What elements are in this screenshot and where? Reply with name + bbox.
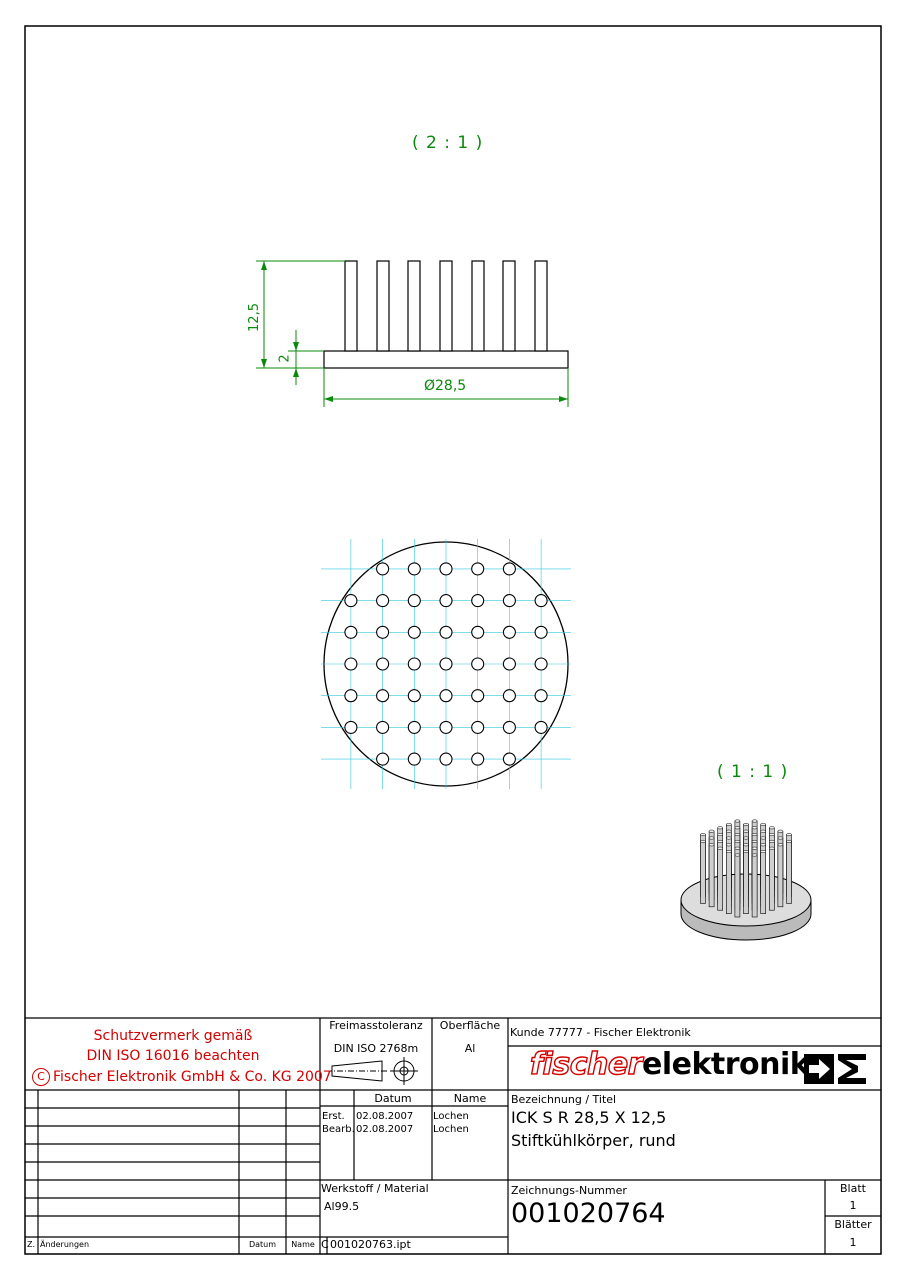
pin-hole <box>345 721 357 733</box>
iso-pin <box>752 855 757 917</box>
iso-pin <box>761 852 766 914</box>
pin-hole <box>503 721 515 733</box>
pin <box>345 261 357 351</box>
pin-hole <box>408 753 420 765</box>
pin-hole <box>440 721 452 733</box>
pin-hole <box>377 658 389 670</box>
iso-pin <box>701 841 706 903</box>
iso-pin-top <box>761 850 766 852</box>
iso-pin-top <box>752 847 757 849</box>
iso-pin-top <box>735 827 740 829</box>
pin-hole <box>535 721 547 733</box>
top-view <box>321 539 571 789</box>
pin-hole <box>535 658 547 670</box>
iso-pin-top <box>718 847 723 849</box>
iso-pin-top <box>701 840 706 842</box>
drawing-number-label: Zeichnungs-Nummer <box>511 1184 627 1197</box>
bearb-name: Lochen <box>433 1124 469 1135</box>
bearb-label: Bearb. <box>322 1124 355 1135</box>
material-value: Al99.5 <box>324 1200 360 1213</box>
iso-pin-top <box>726 823 731 825</box>
sheets-total-label: Blätter <box>834 1218 872 1231</box>
pin-hole <box>345 658 357 670</box>
iso-pin-top <box>744 850 749 852</box>
iso-pin-top <box>769 833 774 835</box>
iso-pin-top <box>761 837 766 839</box>
iso-pin-top <box>726 844 731 846</box>
iso-pin-top <box>701 833 706 835</box>
iso-pin-top <box>761 823 766 825</box>
iso-pin <box>744 852 749 914</box>
iso-pin <box>718 848 723 910</box>
file-prefix: C <box>321 1238 329 1251</box>
iso-pin <box>709 845 714 907</box>
title-line-1: ICK S R 28,5 X 12,5 <box>511 1108 667 1127</box>
pin-hole <box>377 721 389 733</box>
pin <box>408 261 420 351</box>
revision-changes: Änderungen <box>40 1240 90 1249</box>
iso-pin-top <box>787 840 792 842</box>
iso-pin-top <box>744 844 749 846</box>
date-header: Datum <box>374 1092 412 1105</box>
pin-grid <box>321 539 571 789</box>
iso-pin-top <box>718 833 723 835</box>
logo-arrow-icon <box>804 1054 866 1084</box>
material-label: Werkstoff / Material <box>321 1182 429 1195</box>
pin-hole <box>503 690 515 702</box>
pin <box>377 261 389 351</box>
iso-pin-top <box>761 844 766 846</box>
pin <box>440 261 452 351</box>
file-name: 001020763.ipt <box>330 1238 411 1251</box>
iso-pin-top <box>726 837 731 839</box>
iso-pin-top <box>752 854 757 856</box>
iso-pin-top <box>735 847 740 849</box>
pin-hole <box>472 721 484 733</box>
pin-hole <box>503 753 515 765</box>
iso-pin <box>735 855 740 917</box>
pin-hole <box>377 753 389 765</box>
pin-hole <box>440 595 452 607</box>
iso-pin-top <box>709 830 714 832</box>
pin-hole <box>472 753 484 765</box>
pin-hole <box>503 595 515 607</box>
iso-pin-top <box>778 844 783 846</box>
pin <box>472 261 484 351</box>
iso-pin-top <box>769 827 774 829</box>
dimension-base: 2 <box>277 354 293 363</box>
title-line-2: Stiftkühlkörper, rund <box>511 1131 676 1150</box>
iso-pin-top <box>752 840 757 842</box>
pin-hole <box>503 658 515 670</box>
sheets-total-value: 1 <box>849 1236 857 1249</box>
iso-pin <box>778 845 783 907</box>
scale-label-iso: ( 1 : 1 ) <box>717 762 789 782</box>
pin-hole <box>408 690 420 702</box>
iso-pin-top <box>769 840 774 842</box>
pin-hole <box>377 690 389 702</box>
copyright-holder: Fischer Elektronik GmbH & Co. KG 2007 <box>53 1069 332 1085</box>
pin-hole <box>440 626 452 638</box>
name-header: Name <box>453 1092 487 1105</box>
copyright-line-2: DIN ISO 16016 beachten <box>86 1048 260 1064</box>
pin-hole <box>472 690 484 702</box>
iso-pin-top <box>718 827 723 829</box>
scale-label-main: ( 2 : 1 ) <box>412 133 484 153</box>
copyright-line-1: Schutzvermerk gemäß <box>93 1028 253 1044</box>
iso-pin-top <box>787 833 792 835</box>
iso-pin-top <box>735 820 740 822</box>
sheet-label: Blatt <box>840 1182 866 1195</box>
pin-hole <box>535 626 547 638</box>
logo-part-elektronik: elektronik <box>641 1047 810 1082</box>
base-plate <box>324 351 568 368</box>
iso-pin-top <box>752 820 757 822</box>
dimension-height: 12,5 <box>246 303 262 332</box>
iso-pin-top <box>752 827 757 829</box>
iso-pins <box>701 820 792 917</box>
pin-hole <box>440 658 452 670</box>
customer-field: Kunde 77777 - Fischer Elektronik <box>510 1026 691 1039</box>
side-view <box>324 261 568 368</box>
iso-pin-top <box>735 840 740 842</box>
surface-label: Oberfläche <box>439 1019 501 1032</box>
pin-hole <box>440 690 452 702</box>
iso-pin <box>769 848 774 910</box>
iso-pin-top <box>744 830 749 832</box>
pin <box>503 261 515 351</box>
pin-hole <box>345 690 357 702</box>
pin-hole <box>440 753 452 765</box>
pin-hole <box>408 626 420 638</box>
pin-hole <box>472 563 484 575</box>
iso-pin-top <box>778 830 783 832</box>
pin-hole <box>535 690 547 702</box>
pin <box>535 261 547 351</box>
pin-hole <box>345 626 357 638</box>
pin-hole <box>377 595 389 607</box>
revision-z: Z. <box>27 1240 36 1249</box>
projection-symbol-icon <box>326 1057 418 1085</box>
pin-hole <box>503 563 515 575</box>
pin-hole <box>472 626 484 638</box>
erst-name: Lochen <box>433 1111 469 1122</box>
drawing-number: 001020764 <box>511 1198 666 1229</box>
company-logo <box>530 1047 809 1082</box>
bearb-date: 02.08.2007 <box>356 1124 414 1135</box>
revision-date: Datum <box>248 1240 277 1249</box>
pin-hole <box>535 595 547 607</box>
pin-hole <box>377 626 389 638</box>
copyright-icon: C <box>32 1068 50 1086</box>
pin-hole <box>408 721 420 733</box>
iso-pin-top <box>769 847 774 849</box>
sheet-value: 1 <box>849 1199 857 1212</box>
pin-hole <box>408 595 420 607</box>
tolerance-label: Freimasstoleranz <box>329 1019 423 1032</box>
iso-pin-top <box>709 837 714 839</box>
pin-hole <box>472 595 484 607</box>
erst-date: 02.08.2007 <box>356 1111 414 1122</box>
surface-value: Al <box>464 1042 476 1055</box>
revision-name: Name <box>291 1240 315 1249</box>
iso-pin-top <box>761 830 766 832</box>
pin-hole <box>377 563 389 575</box>
iso-pin-top <box>735 854 740 856</box>
tolerance-value: DIN ISO 2768m <box>333 1042 419 1055</box>
iso-pin-top <box>752 833 757 835</box>
pin-hole <box>472 658 484 670</box>
iso-pin-top <box>744 837 749 839</box>
logo-part-fischer: fischer <box>530 1047 642 1082</box>
erst-label: Erst. <box>322 1111 345 1122</box>
dimension-diameter: Ø28,5 <box>424 378 467 394</box>
iso-pin-top <box>718 840 723 842</box>
iso-pin-top <box>744 823 749 825</box>
pin-hole <box>345 595 357 607</box>
title-label: Bezeichnung / Titel <box>511 1093 617 1106</box>
iso-pin-top <box>735 833 740 835</box>
pin-hole <box>408 658 420 670</box>
isometric-view <box>681 820 811 940</box>
iso-pin <box>787 841 792 903</box>
iso-pin-top <box>778 837 783 839</box>
copyright-line-3 <box>32 1068 332 1086</box>
iso-pin-top <box>709 844 714 846</box>
iso-pin-top <box>726 850 731 852</box>
iso-pin-top <box>726 830 731 832</box>
pin-hole <box>408 563 420 575</box>
iso-pin <box>726 852 731 914</box>
pin-hole <box>503 626 515 638</box>
pin-hole <box>440 563 452 575</box>
